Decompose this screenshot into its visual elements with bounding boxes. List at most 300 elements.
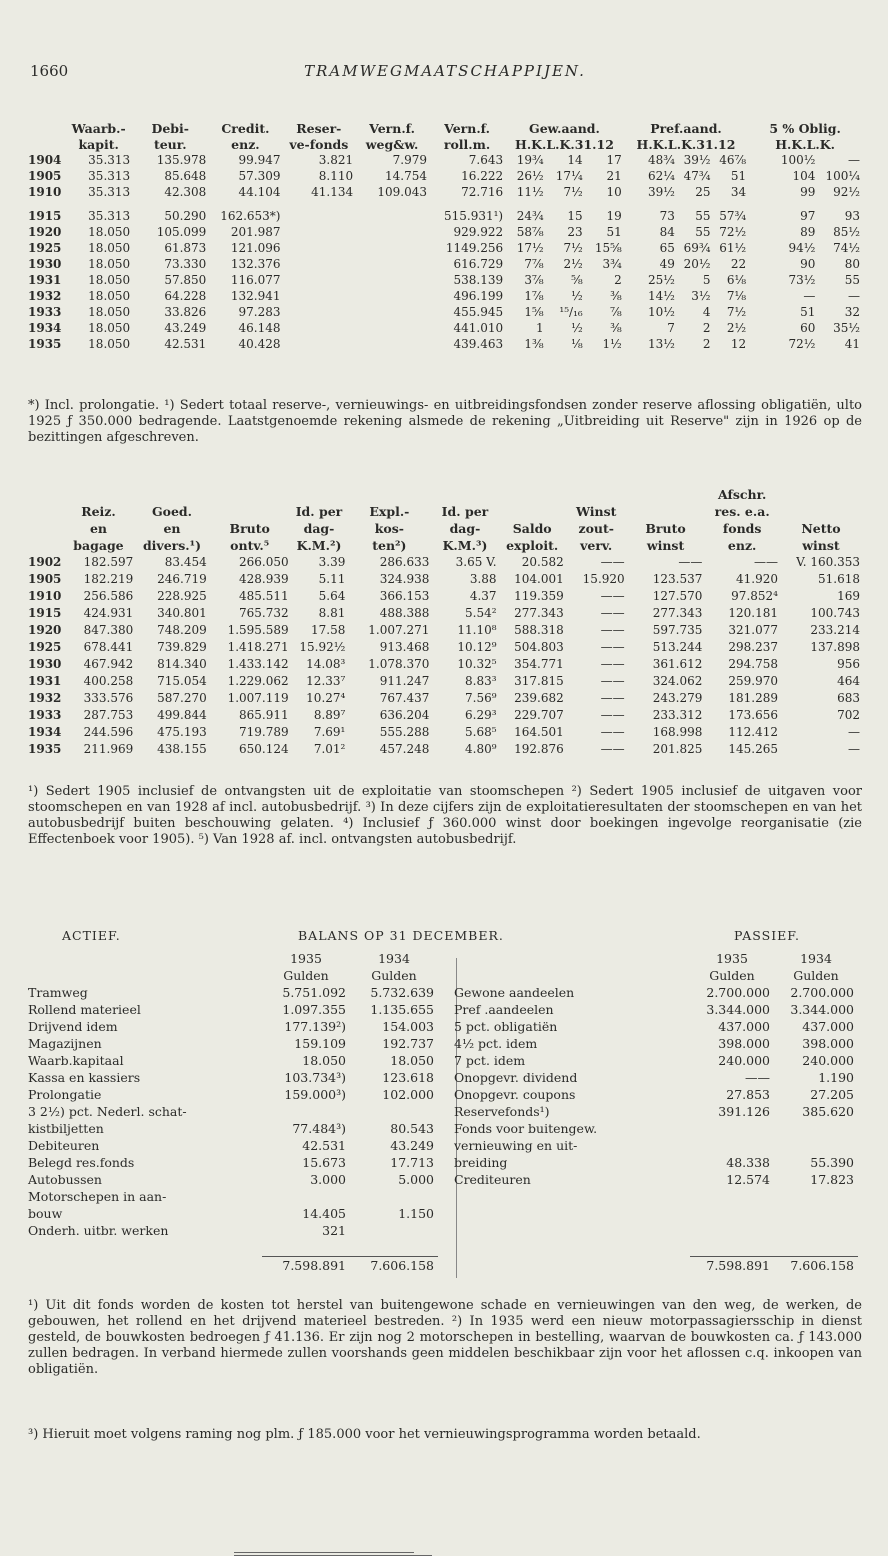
account-name: Gewone aandeelen [454,985,575,1000]
table-cell: —— [600,691,625,705]
row-year: 1915 [28,606,62,620]
footnote-text: ¹) Sedert 1905 inclusief de ontvangsten uit de exploitatie van stoomschepen ²) Sedert 1905 inclusief de uitgaven voor stoomschepen en van 1928 af incl. autobusbedrijf. ³) In deze cijfers zijn de exploitatieresultaten der stoomschepen en van het autobusbedrijf buiten beschouwing gelaten. ⁴) Inclusief ƒ 360.000 winst door boekingen ingevolge reorganisatie (zie Effectenboek voor 1905). ⁵) Van 1928 af. incl. ontvangsten autobusbedrijf. [28,784,862,847]
table-cell: 5.54² [465,606,497,620]
table-cell: 5.64 [318,589,346,603]
table-cell: 39½ [647,184,675,199]
account-name: Tramweg [28,985,88,1000]
account-value: 43.249 [390,1138,434,1153]
table-cell: 7½ [563,184,583,199]
table-cell: 464 [837,674,860,688]
account-value: 385.620 [802,1104,854,1119]
table-cell: 40.428 [238,336,281,351]
table-cell: 956 [837,657,860,671]
table-cell: 55 [695,208,711,223]
account-value: 2.700.000 [706,985,770,1000]
passief-label: PASSIEF. [734,928,800,943]
account-name: Drijvend idem [28,1019,118,1034]
table-cell: 287.753 [83,708,134,722]
table-cell: —— [600,657,625,671]
table-cell: 85½ [833,224,860,239]
table-cell: 616.729 [453,256,504,271]
account-value: 12.574 [726,1172,770,1187]
table-cell: —— [600,589,625,603]
table-cell: 17 [606,152,622,167]
table-cell: 7½ [563,240,583,255]
table-cell: 485.511 [239,589,289,603]
account-name: kistbiljetten [28,1121,104,1136]
table-cell: ½ [571,288,583,303]
balance-row [454,1171,858,1188]
account-value: 154.003 [382,1019,434,1034]
column-header: Expl.- [369,504,410,519]
account-value: 159.109 [294,1036,346,1051]
table-cell: 25½ [647,272,675,287]
table-row [28,741,864,758]
column-header: Winst [575,504,617,519]
account-value [774,1137,858,1154]
account-name: 4½ pct. idem [454,1036,538,1051]
column-header: Reiz. [81,504,116,519]
table-cell: 333.576 [83,691,134,705]
table-cell: 7.643 [468,152,504,167]
table-cell: —— [600,742,625,756]
column-header: kos- [374,521,404,536]
row-year: 1933 [28,304,62,319]
table-cell: 90 [800,256,816,271]
table-cell: 244.596 [83,725,134,739]
table-cell: 6⅛ [726,272,747,287]
table-cell: 94½ [788,240,816,255]
table-row [28,152,864,168]
balance-row [28,1103,438,1120]
balance-row [28,1069,438,1086]
table-cell: 496.199 [453,288,504,303]
table-cell: 44.104 [238,184,281,199]
column-header: en [163,521,181,536]
column-header: 5 % Oblig. [769,120,841,136]
table-cell: 455.945 [453,304,504,319]
table-cell: 97 [800,208,816,223]
balance-row [28,1052,438,1069]
table-row [28,622,864,639]
table-cell: 121.096 [230,240,281,255]
table-cell: 50.290 [164,208,207,223]
row-year: 1932 [28,691,62,705]
column-header: Gew.aand. [529,120,600,136]
account-value: 3.344.000 [706,1002,770,1017]
account-value: 15.673 [302,1155,346,1170]
unit-header: Gulden [709,968,755,983]
account-value: 391.126 [718,1104,770,1119]
table-cell: 1.595.589 [227,623,289,637]
table-cell: 14.754 [384,168,427,183]
account-name: Autobussen [28,1172,102,1187]
page-header [30,64,860,84]
column-header: dag- [303,521,335,536]
table-cell: 366.153 [379,589,430,603]
account-value: 123.618 [382,1070,434,1085]
table-cell: 35.313 [88,152,131,167]
table-cell: 17½ [516,240,544,255]
table-cell: 19¾ [516,152,544,167]
table-cell: 3.65 V. [455,555,497,569]
column-header: Netto [801,521,841,536]
table-cell: —— [753,555,778,569]
table-cell: 123.537 [652,572,703,586]
table-cell: 513.244 [652,640,703,654]
column-header: weg&w. [365,136,419,152]
table-cell: 400.258 [83,674,134,688]
account-value [262,1188,350,1205]
account-value: 240.000 [802,1053,854,1068]
table-cell: 35.313 [88,184,131,199]
column-header: enz. [231,136,260,152]
table-row [28,208,864,224]
unit-header: Gulden [793,968,839,983]
column-header: Waarb.- [71,120,126,136]
table-row [28,184,864,200]
column-header: Goed. [151,504,192,519]
table-cell: 83.454 [164,555,207,569]
table-cell: 8.83³ [465,674,497,688]
account-name: Motorschepen in aan- [28,1189,167,1204]
column-header: Vern.f. [369,120,415,136]
table-cell: 132.376 [230,256,281,271]
account-value: 437.000 [802,1019,854,1034]
table-cell: 233.214 [810,623,860,637]
row-year: 1933 [28,708,62,722]
table-cell: 181.289 [728,691,778,705]
table-row [28,320,864,336]
table-cell: 20.582 [521,555,564,569]
table-cell: 34 [730,184,747,199]
table-cell: 112.412 [728,725,778,739]
balance-row [28,984,438,1001]
account-value: 103.734³) [284,1070,346,1085]
table-cell: 80 [844,256,860,271]
table-cell: 119.359 [514,589,564,603]
table-cell: 201.987 [230,224,281,239]
balance-row [454,1052,858,1069]
account-value: 1.190 [818,1070,854,1085]
column-header: ve-fonds [289,136,349,152]
column-header [293,486,350,503]
table-cell: 11.10⁸ [457,623,497,637]
account-value: 27.853 [726,1087,770,1102]
table-cell: 5 [702,272,711,287]
table-cell: 51 [606,224,622,239]
table-cell: 12.33⁷ [306,674,346,688]
table-cell: 10.12⁹ [457,640,497,654]
table-cell: 74½ [833,240,860,255]
account-name: Onderh. uitbr. werken [28,1223,169,1238]
column-header [28,537,64,554]
column-header: ontv.⁵ [230,538,270,553]
table-cell: 49 [659,256,675,271]
table-cell: 767.437 [379,691,430,705]
table-cell: 913.468 [379,640,430,654]
table-cell: 361.612 [652,657,703,671]
column-header: winst [646,538,685,553]
column-header [782,503,864,520]
table-cell: 32 [844,304,860,319]
table-cell: 173.656 [728,708,778,722]
table-cell: 587.270 [157,691,207,705]
table-cell: 2½ [563,256,583,271]
total-value: 7.598.891 [262,1257,350,1275]
column-header: teur. [153,136,187,152]
balance-row [28,1188,438,1205]
column-header [211,503,293,520]
table-cell: 3.821 [318,152,354,167]
table-cell: 99.947 [238,152,281,167]
balance-row [28,1086,438,1103]
table-cell: 127.570 [652,589,703,603]
total-value: 7.598.891 [690,1257,774,1275]
total-value: 7.606.158 [774,1257,858,1275]
table-cell: 15⅝ [594,240,622,255]
table-cell: 2 [614,272,622,287]
table-cell: —— [600,606,625,620]
table-cell: 73 [659,208,675,223]
table-cell: 5.68⁵ [465,725,497,739]
row-year: 1920 [28,224,62,239]
table-cell: 25 [695,184,711,199]
table-cell: 3¾ [602,256,622,271]
table-cell: 1.433.142 [227,657,289,671]
balance-row [454,1086,858,1103]
table-cell: 100¼ [825,168,860,183]
table-cell: 229.707 [514,708,564,722]
table-cell: 18.050 [88,336,131,351]
unit-header: Gulden [283,968,329,983]
table-cell: 22 [730,256,747,271]
header-row [28,520,864,537]
year-header: 1934 [800,951,832,966]
table-cell: 1.007.271 [368,623,430,637]
row-year: 1925 [28,640,62,654]
year-header-row [454,950,858,967]
table-cell: 6.29³ [465,708,497,722]
column-header: Vern.f. [444,120,490,136]
table-cell: 15 [567,208,583,223]
column-header: Afschr. [717,487,767,502]
column-header [433,486,500,503]
table-cell: 62¼ [647,168,675,183]
table-cell: 504.803 [514,640,564,654]
table-cell: 211.969 [83,742,134,756]
account-name: Onopgevr. dividend [454,1070,578,1085]
account-value: 192.737 [382,1036,434,1051]
table-row [28,707,864,724]
table-cell: 8.89⁷ [313,708,346,722]
table-cell: 286.633 [379,555,430,569]
table-cell: 51 [800,304,816,319]
row-year: 1930 [28,657,62,671]
table-cell: 597.735 [652,623,703,637]
table-cell: 58⅞ [516,224,544,239]
table-cell: — [803,288,816,303]
table-cell: 354.771 [514,657,564,671]
table-cell: 4 [702,304,711,319]
account-value: 159.000³) [284,1087,346,1102]
account-value: 102.000 [382,1087,434,1102]
table-cell: 441.010 [453,320,504,335]
table-row [28,224,864,240]
table-cell: 2 [702,336,711,351]
table-cell: 538.139 [453,272,504,287]
table-cell: 132.941 [230,288,281,303]
table-cell: — [848,152,860,167]
column-header [28,136,67,152]
account-value: 1.150 [398,1206,434,1221]
actief-table [28,950,438,1274]
table-cell: 51 [730,168,747,183]
table-cell: 1⅜ [524,336,544,351]
table-cell: 7.56⁹ [465,691,497,705]
table-cell: 7½ [726,304,747,319]
table-cell: 10½ [647,304,675,319]
table-cell: 317.815 [514,674,564,688]
account-value: 177.139²) [284,1019,346,1034]
row-year: 1925 [28,240,62,255]
account-name: Crediteuren [454,1172,531,1187]
row-year: 1931 [28,674,62,688]
account-name: Fonds voor buitengew. [454,1121,598,1136]
table-cell: 10.27⁴ [306,691,346,705]
table-cell: 18.050 [88,256,131,271]
header-row [28,537,864,554]
table-cell: 228.925 [157,589,207,603]
year-header: 1935 [290,951,322,966]
table-cell: 48¾ [647,152,675,167]
table-row [28,639,864,656]
column-header: dag- [449,521,481,536]
table-cell: 35.313 [88,168,131,183]
table-row [28,240,864,256]
table-cell: 84 [659,224,675,239]
account-value [350,1103,438,1120]
table-cell: 42.531 [164,336,207,351]
table-row [28,571,864,588]
table-cell: 116.077 [230,272,281,287]
column-header: K.M.²) [296,538,342,553]
account-name: Reservefonds¹) [454,1104,550,1119]
balance-row [28,1205,438,1222]
table-cell: 145.265 [728,742,778,756]
table-cell: 650.124 [239,742,289,756]
row-year: 1910 [28,184,62,199]
column-header [28,503,64,520]
table-cell: 929.922 [453,224,504,239]
account-value [690,1137,774,1154]
row-year: 1905 [28,572,62,586]
table-cell: 69¾ [683,240,711,255]
page-number: 1660 [30,62,69,80]
table-cell: 683 [837,691,860,705]
table-cell: 814.340 [157,657,207,671]
account-value [690,1120,774,1137]
account-name: vernieuwing en uit- [454,1138,578,1153]
table-row [28,288,864,304]
year-header-row [28,950,438,967]
total-row [28,1257,438,1275]
column-header: Pref.aand. [650,120,722,136]
table-cell: 24¾ [516,208,544,223]
account-name: 3 2½) pct. Nederl. schat- [28,1104,187,1119]
balance-row [28,1035,438,1052]
table-cell: 73.330 [164,256,207,271]
account-name: Waarb.kapitaal [28,1053,124,1068]
table-row [28,168,864,184]
table-cell: 41 [844,336,860,351]
table-cell: 16.222 [461,168,504,183]
table-cell: 18.050 [88,224,131,239]
header-row [28,486,864,503]
table-cell: V. 160.353 [796,555,860,569]
column-header: winst [802,538,840,553]
table-cell: 72½ [788,336,816,351]
table-cell: 555.288 [379,725,430,739]
table-row [28,588,864,605]
table-row [28,272,864,288]
table-cell: 120.181 [728,606,778,620]
table-cell: 162.653*) [220,208,281,223]
account-value: 77.484³) [292,1121,346,1136]
account-value: 398.000 [718,1036,770,1051]
account-name: Debiteuren [28,1138,100,1153]
row-year: 1920 [28,623,62,637]
table-cell: 424.931 [83,606,134,620]
column-header: Id. per [295,504,343,519]
table-cell: 457.248 [379,742,430,756]
account-value: 14.405 [302,1206,346,1221]
table-row [28,605,864,622]
table-cell: —— [600,725,625,739]
table-cell: 256.586 [83,589,134,603]
account-name: Magazijnen [28,1036,102,1051]
table-row [28,256,864,272]
column-header: Bruto [645,521,686,536]
header-row [28,136,864,152]
table-cell: 41.134 [311,184,354,199]
table-cell: 169 [837,589,860,603]
total-value: 7.606.158 [350,1257,438,1275]
table-cell: 55 [695,224,711,239]
account-value: 17.823 [810,1172,854,1187]
table-cell: 92½ [833,184,860,199]
table-cell: 488.388 [379,606,430,620]
table-cell: — [848,288,860,303]
account-value: 1.097.355 [282,1002,346,1017]
unit-header-row [28,967,438,984]
unit-header-row [454,967,858,984]
table-cell: 97.283 [238,304,281,319]
column-header: verv. [580,538,613,553]
table-cell: 99 [800,184,816,199]
table-cell: 715.054 [157,674,207,688]
table-row [28,690,864,707]
table-cell: 73½ [788,272,816,287]
table-cell: 499.844 [157,708,207,722]
row-year: 1915 [28,208,62,223]
table-cell: 89 [800,224,816,239]
table-cell: 61.873 [164,240,207,255]
column-header: Id. per [441,504,489,519]
row-year: 1932 [28,288,62,303]
table-cell: 3.39 [318,555,346,569]
balance-row [454,1120,858,1137]
